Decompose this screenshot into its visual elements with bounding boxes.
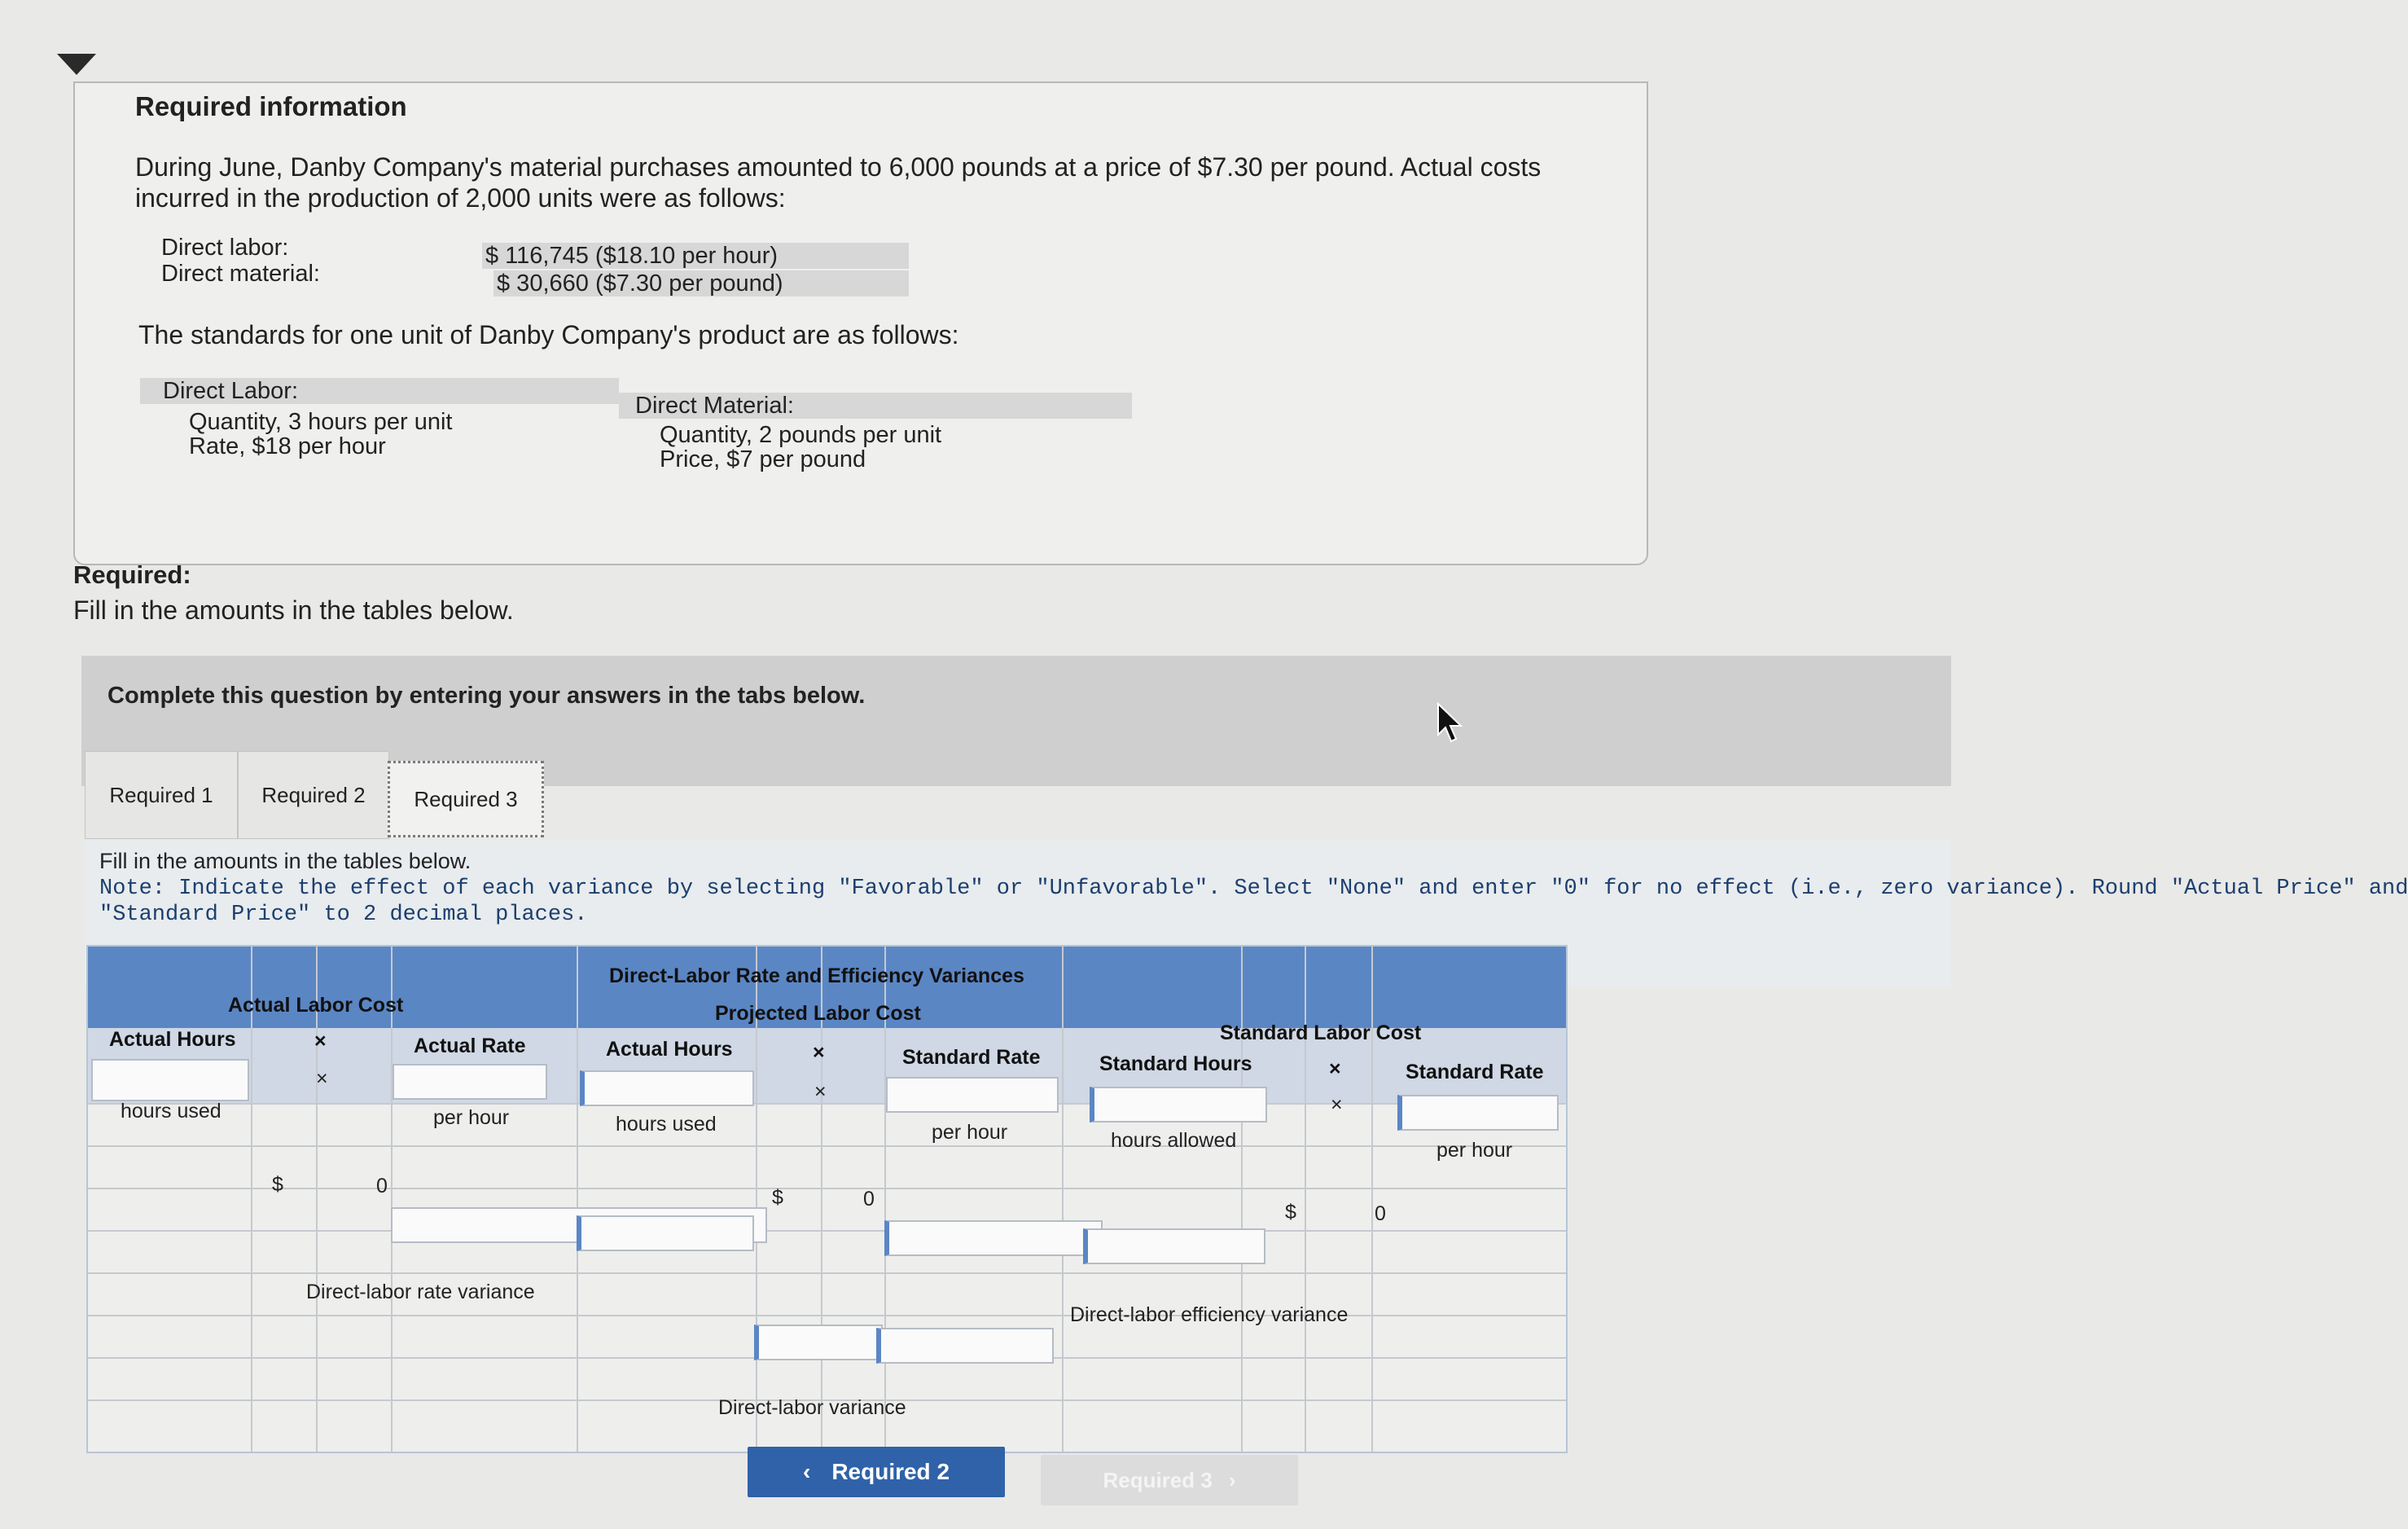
grid-line [88, 1188, 1566, 1189]
times-sign-2: × [814, 1080, 827, 1103]
tab-required-2[interactable]: Required 2 [238, 751, 389, 839]
required-text: Fill in the amounts in the tables below. [73, 595, 514, 625]
next-button-label: Required 3 [1103, 1467, 1213, 1492]
projected-standard-rate-input[interactable] [886, 1077, 1059, 1113]
col-actual-hours: Actual Hours [109, 1028, 236, 1051]
actual-cost-value-material: $ 30,660 ($7.30 per pound) [493, 270, 909, 297]
grid-line [1062, 947, 1064, 1452]
unit-hours-used-1: hours used [121, 1100, 222, 1123]
efficiency-variance-label: Direct-labor efficiency variance [1070, 1303, 1349, 1326]
col-times-3: × [1329, 1057, 1341, 1080]
unit-per-hour-1: per hour [433, 1106, 510, 1129]
standards-material-title: Direct Material: [619, 393, 1132, 419]
standards-labor-line1: Quantity, 3 hours per unit [189, 409, 453, 435]
next-required-3-button[interactable] [1041, 1455, 1298, 1505]
unit-hours-allowed: hours allowed [1111, 1129, 1237, 1152]
labor-variance-table [86, 945, 1568, 1453]
rate-variance-effect-select[interactable] [577, 1215, 754, 1251]
actual-cost-label-material: Direct material: [161, 261, 320, 287]
grid-line [88, 1272, 1566, 1274]
standard-cost-total: 0 [1375, 1202, 1386, 1225]
col-times-1: × [314, 1030, 327, 1052]
table-title: Direct-Labor Rate and Efficiency Variances [609, 964, 1024, 987]
projected-actual-hours-input[interactable] [580, 1070, 754, 1106]
standards-material-line2: Price, $7 per pound [660, 446, 866, 472]
chevron-left-icon: ‹ [802, 1459, 811, 1484]
info-paragraph-line1: During June, Danby Company's material purchases amounted to 6,000 pounds at a price of $7.30 per pound. Actual costs [135, 152, 1542, 182]
standards-labor-line2: Rate, $18 per hour [189, 433, 386, 459]
efficiency-variance-amount-input[interactable] [884, 1220, 1103, 1256]
required-title: Required: [73, 560, 191, 589]
instructions-line1: Fill in the amounts in the tables below. [99, 849, 472, 873]
projected-cost-total: 0 [863, 1188, 875, 1210]
unit-per-hour-2: per hour [932, 1121, 1008, 1144]
tab-required-3[interactable]: Required 3 [388, 761, 544, 837]
info-paragraph-line2: incurred in the production of 2,000 units were as follows: [135, 183, 786, 213]
col-standard-hours: Standard Hours [1099, 1052, 1252, 1075]
actual-cost-label-labor: Direct labor: [161, 235, 289, 261]
info-paragraph [135, 152, 1617, 213]
efficiency-variance-effect-select[interactable] [1083, 1228, 1265, 1264]
currency-standard-cost: $ [1285, 1201, 1296, 1224]
total-variance-effect-select[interactable] [876, 1328, 1054, 1364]
col-standard-rate-projected: Standard Rate [902, 1046, 1041, 1069]
grid-line [391, 947, 393, 1452]
col-times-2: × [813, 1041, 825, 1064]
currency-projected-cost: $ [772, 1186, 783, 1209]
info-title: Required information [135, 91, 407, 121]
group-standard-labor-cost: Standard Labor Cost [1220, 1022, 1422, 1044]
col-standard-rate: Standard Rate [1406, 1061, 1544, 1083]
times-sign-3: × [1331, 1093, 1343, 1116]
standards-intro: The standards for one unit of Danby Company's product are as follows: [138, 320, 959, 349]
grid-line [88, 1103, 1566, 1105]
chevron-right-icon: › [1228, 1467, 1236, 1492]
standard-rate-input[interactable] [1397, 1095, 1559, 1131]
total-variance-label: Direct-labor variance [718, 1396, 906, 1419]
actual-cost-value-labor: $ 116,745 ($18.10 per hour) [482, 243, 909, 269]
grid-line [316, 947, 318, 1452]
unit-hours-used-2: hours used [616, 1113, 717, 1136]
actual-cost-total: 0 [376, 1175, 388, 1197]
unit-per-hour-3: per hour [1436, 1139, 1513, 1162]
instructions-note-line1: Note: Indicate the effect of each variance by selecting "Favorable" or "Unfavorable". Select "None" and enter "0" for no effect (i.e., zero variance). Round "Actual Price" and [99, 877, 2408, 901]
mouse-cursor-icon [1433, 702, 1466, 745]
prev-required-2-button[interactable] [748, 1447, 1005, 1497]
info-collapse-icon[interactable] [57, 54, 96, 75]
standard-hours-input[interactable] [1090, 1087, 1267, 1123]
grid-line [251, 947, 252, 1452]
actual-rate-input[interactable] [393, 1064, 547, 1100]
rate-variance-label: Direct-labor rate variance [306, 1281, 535, 1303]
complete-question-text: Complete this question by entering your answers in the tabs below. [107, 683, 866, 709]
grid-line [88, 1145, 1566, 1147]
actual-hours-input[interactable] [91, 1059, 249, 1101]
tab-required-1[interactable]: Required 1 [85, 751, 238, 839]
group-actual-labor-cost: Actual Labor Cost [228, 994, 404, 1017]
currency-actual-cost: $ [272, 1173, 283, 1196]
col-actual-hours-projected: Actual Hours [606, 1038, 733, 1061]
col-actual-rate: Actual Rate [414, 1035, 526, 1057]
standards-material-line1: Quantity, 2 pounds per unit [660, 422, 942, 448]
grid-line [88, 1230, 1566, 1232]
prev-button-label: Required 2 [831, 1459, 950, 1484]
group-projected-labor-cost: Projected Labor Cost [715, 1002, 921, 1025]
instructions-note-line2: "Standard Price" to 2 decimal places. [99, 903, 588, 927]
times-sign-1: × [316, 1067, 328, 1090]
standards-labor-title: Direct Labor: [140, 378, 619, 404]
grid-line [577, 947, 578, 1452]
total-variance-amount-input[interactable] [754, 1325, 883, 1360]
